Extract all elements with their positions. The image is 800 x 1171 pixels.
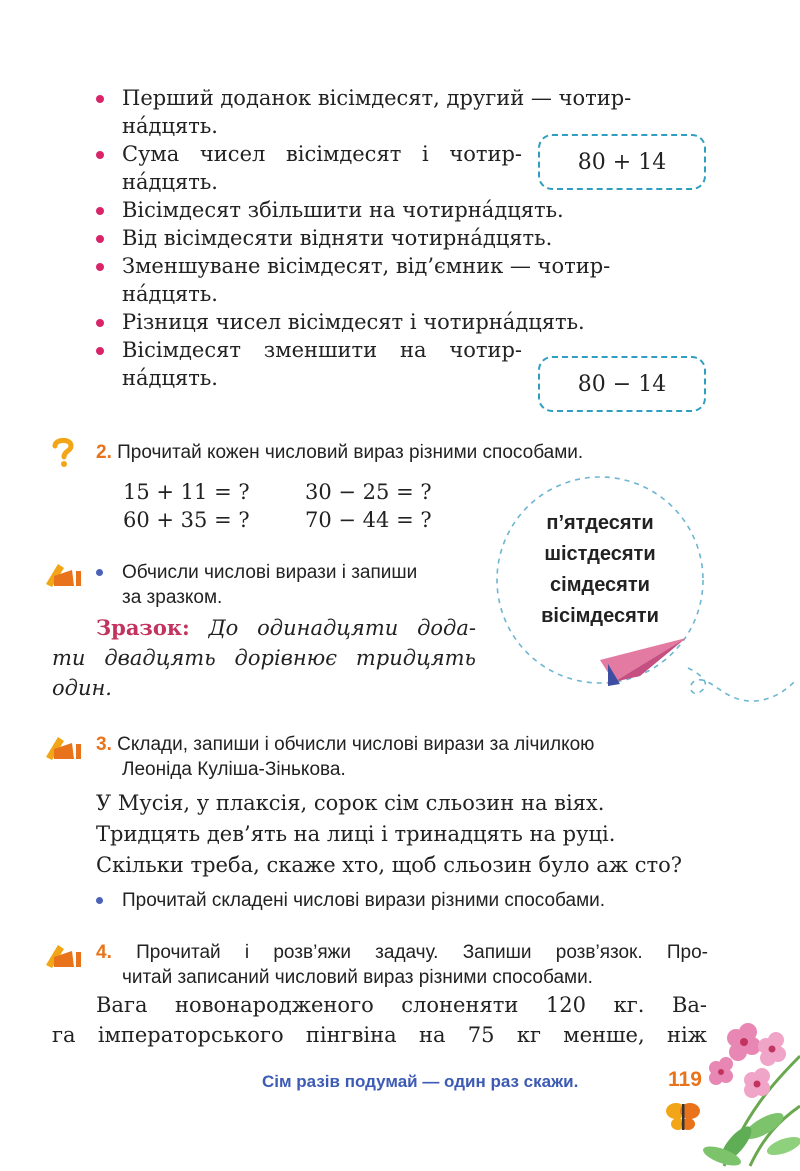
- footer-proverb: Сім разів подумай — один раз скажи.: [262, 1072, 579, 1091]
- expression-row: 15 + 11 = ? 30 − 25 = ?: [123, 480, 432, 504]
- list-item: Сума чисел вісімдесят і чотир- на́дцять.: [96, 140, 716, 196]
- bullet-dot: [96, 347, 104, 355]
- list-item: Вісімдесят збільшити на чотирна́дцять.: [96, 196, 716, 224]
- pencil-hand-icon: [44, 941, 84, 969]
- bullet-dot: [96, 95, 104, 103]
- list-item: Зменшуване вісімдесят, від’ємник — чотир- на́дцять.: [96, 252, 716, 308]
- task-3: 3. Склади, запиши і обчисли числові вирази за лічилкою Леоніда Куліша-Зінькова.: [96, 734, 595, 780]
- bubble-words: п’ятдесяти шістдесяти сімдесяти вісімдесяти: [541, 512, 659, 627]
- bullet-dot: [96, 569, 103, 576]
- subtask-read: Прочитай складені числові вирази різними способами.: [122, 890, 606, 911]
- page-number: 119: [668, 1068, 702, 1091]
- bullet-list: [96, 84, 716, 392]
- bullet-dot: [96, 263, 104, 271]
- subtask-compute: Обчисли числові вирази і запиши за зразком.: [122, 562, 418, 608]
- paper-plane-icon: [600, 638, 686, 686]
- task-2: 2. Прочитай кожен числовий вираз різними способами.: [96, 442, 584, 463]
- sample-text: Зразок: До одинадцяти дода- ти двадцять дорівнює тридцять один.: [52, 615, 476, 700]
- list-item: Різниця чисел вісімдесят і чотирна́дцять.: [96, 308, 716, 336]
- bullet-dot: [96, 897, 103, 904]
- expression-box-sum: 80 + 14: [538, 134, 706, 190]
- expression-box-difference: 80 − 14: [538, 356, 706, 412]
- bullet-dot: [96, 319, 104, 327]
- list-item: Від вісімдесяти відняти чотирна́дцять.: [96, 224, 716, 252]
- list-item: Вісімдесят зменшити на чотир- на́дцять.: [96, 336, 716, 392]
- pencil-hand-icon: [44, 560, 84, 588]
- pencil-hand-icon: [44, 733, 84, 761]
- flowers-icon: [652, 1016, 800, 1171]
- bullet-dot: [96, 151, 104, 159]
- poem: У Мусія, у плаксія, сорок сім сльозин на віях. Тридцять дев’ять на лиці і тринадцять на руці. Скільки треба, скаже хто, щоб сльозин було аж сто?: [96, 791, 683, 877]
- expressions-grid: [123, 478, 463, 534]
- bullet-dot: [96, 207, 104, 215]
- list-item: Перший доданок вісімдесят, другий — чотир- на́дцять.: [96, 84, 716, 140]
- expression-row: 60 + 35 = ? 70 − 44 = ?: [123, 508, 432, 532]
- question-icon: [50, 436, 76, 468]
- task-4: 4. Прочитай і розв’яжи задачу. Запиши розв’язок. Про- читай записаний числовий вираз різними способами.: [96, 942, 709, 988]
- task-4-problem: Вага новонародженого слоненяти 120 кг. Ва- га імператорського пінгвіна на 75 кг менше, ніж: [52, 993, 707, 1047]
- butterfly-icon: [666, 1103, 700, 1130]
- bullet-dot: [96, 235, 104, 243]
